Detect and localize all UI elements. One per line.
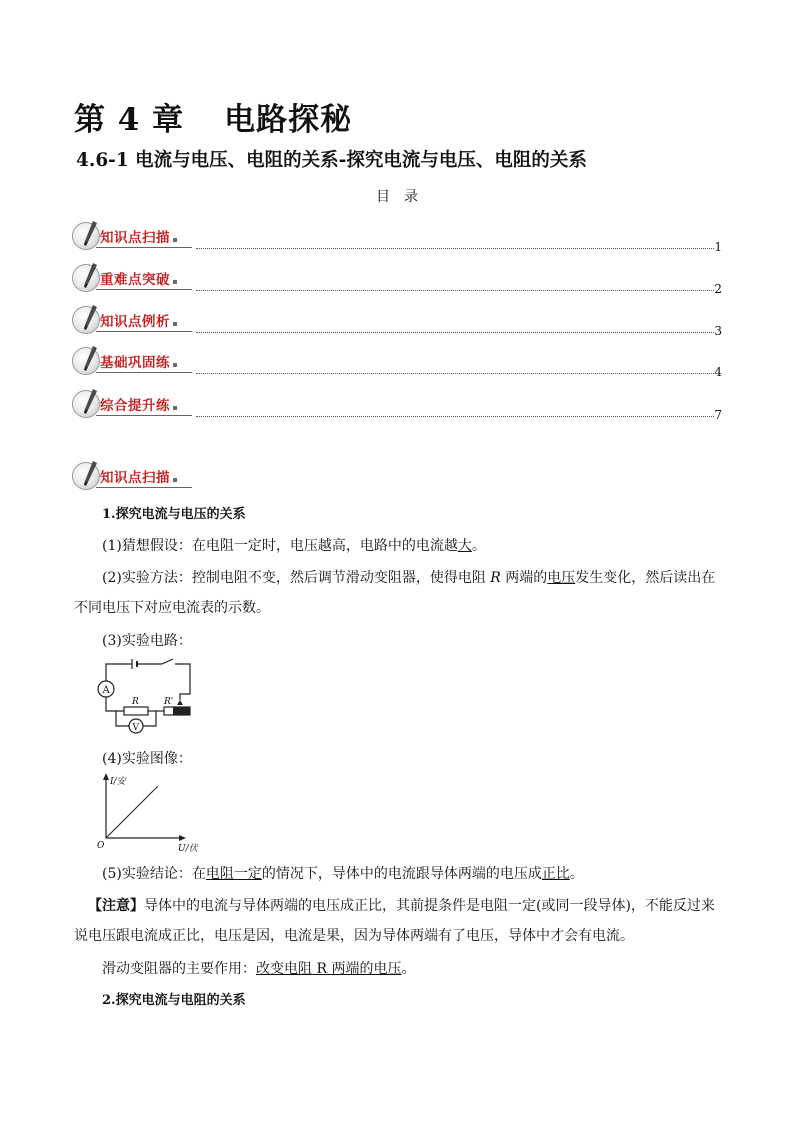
badge-underline [96,415,192,416]
text-run: 。 [569,866,584,882]
x-axis-label: U/伏 [178,844,198,852]
underlined-answer: 电压 [547,570,576,586]
underlined-answer: 改变电阻 R 两端的电压 [256,961,402,977]
toc-entry-label: 综合提升练 [100,398,170,414]
section-badge-label: 知识点扫描 [100,470,170,486]
paragraph-note [74,891,722,951]
toc-leader [196,290,714,291]
text-run: 。 [471,538,486,554]
text-run: 滑动变阻器的主要作用： [102,961,256,977]
text-run: 两端的 [500,570,548,586]
brush-icon [79,460,99,488]
toc-page-number: 4 [714,365,722,379]
subsection-heading-2: 2.探究电流与电阻的关系 [102,993,246,1008]
badge-underline [96,289,192,290]
section-subtitle: 4.6-1 电流与电压、电阻的关系-探究电流与电压、电阻的关系 [76,150,587,171]
text-run: 的情况下，导体中的电流跟导体两端的电压成 [261,866,542,882]
toc-leader [196,416,714,417]
toc-leader [196,248,714,249]
paragraph-circuit-label: (3)实验电路： [102,633,192,649]
brush-icon [79,304,99,332]
note-text: 导体中的电流与导体两端的电压成正比，其前提条件是电阻一定(或同一段导体)，不能反过来说电压跟电流成正比，电压是因，电流是果，因为导体两端有了电压，导体中才会有电流。 [74,898,715,944]
paragraph-method [74,563,722,623]
text-run: 发生变化，然后读出在不同电压下对应电流表的示数。 [74,570,716,616]
toc-leader [196,332,714,333]
toc-page-number: 3 [714,324,722,338]
x-axis-arrow-icon [179,835,186,841]
rheostat-fill [173,707,190,715]
rheostat-label: R' [164,697,174,707]
badge-square-icon [173,322,177,326]
text-run: (1)猜想假设：在电阻一定时，电压越高，电路中的电流越 [102,538,458,554]
badge-square-icon [173,280,177,284]
brush-icon [79,262,99,290]
y-axis-label: I/安 [110,777,126,787]
toc-entry[interactable] [70,262,722,296]
text-run: (2)实验方法：控制电阻不变，然后调节滑动变阻器，使得电阻 [102,570,491,586]
voltmeter-label: V [132,723,139,733]
toc-entry-label: 知识点例析 [100,314,170,330]
chapter-number: 第 4 章 [74,102,185,138]
paragraph-rheostat-role [74,954,722,984]
subsection-heading-1: 1.探究电流与电压的关系 [102,507,246,522]
paragraph-conclusion [74,859,722,889]
toc-entry[interactable] [70,345,722,379]
slider-arrow-icon [177,700,183,705]
brush-icon [79,220,99,248]
toc-entry-label: 重难点突破 [100,272,170,288]
toc-heading: 目 录 [376,189,418,205]
brush-icon [79,388,99,416]
y-axis-arrow-icon [103,773,109,780]
proportional-line [106,786,158,838]
brush-icon [79,345,99,373]
underlined-answer: 电阻一定 [205,866,262,882]
toc-entry-label: 知识点扫描 [100,230,170,246]
toc-page-number: 7 [714,408,722,422]
text-run: 。 [401,961,416,977]
badge-underline [96,247,192,248]
toc-leader [196,373,714,374]
circuit-diagram [92,656,202,746]
text-run: (5)实验结论：在 [102,866,206,882]
badge-square-icon [173,363,177,367]
chapter-heading [74,94,352,139]
badge-square-icon [173,406,177,410]
toc-entry[interactable] [70,304,722,338]
badge-underline [96,487,192,488]
resistor-label: R [132,697,139,707]
iu-graph [96,772,206,852]
variable-r: R [490,570,501,586]
ammeter-label: A [102,685,110,696]
paragraph-graph-label: (4)实验图像： [102,751,192,767]
origin-label: O [97,841,105,851]
toc-page-number: 2 [714,282,722,296]
section-header [70,460,722,492]
toc-entry-label: 基础巩固练 [100,355,170,371]
underlined-answer: 大 [457,538,472,554]
note-tag: 【注意】 [88,898,144,914]
badge-underline [96,372,192,373]
badge-square-icon [173,238,177,242]
toc-entry[interactable] [70,388,722,422]
badge-square-icon [173,478,177,482]
underlined-answer: 正比 [541,866,570,882]
badge-underline [96,331,192,332]
paragraph-hypothesis [74,531,722,561]
toc-entry[interactable] [70,220,722,254]
toc-page-number: 1 [714,240,722,254]
chapter-title: 电路探秘 [224,102,353,138]
